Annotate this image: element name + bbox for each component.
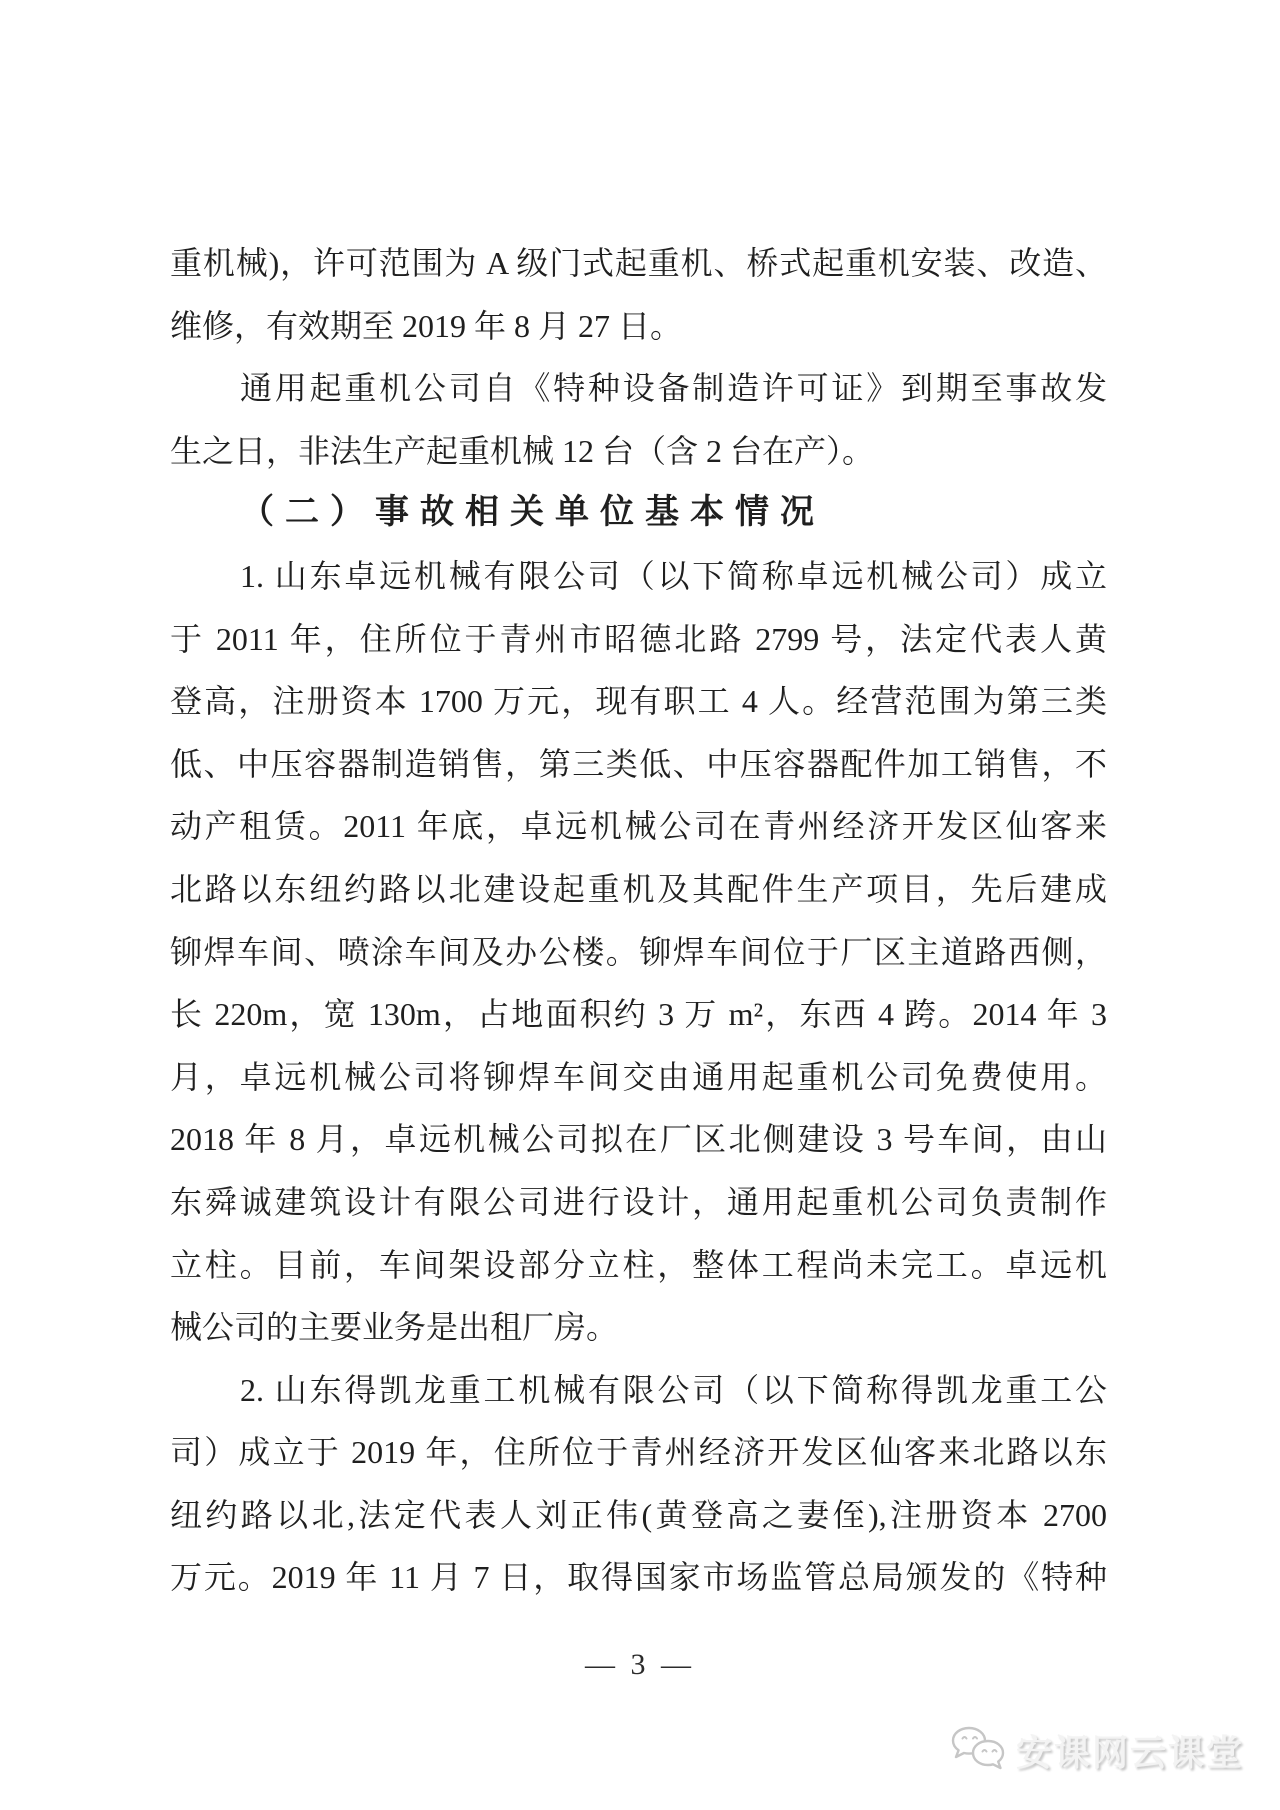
- watermark: [948, 1724, 1244, 1776]
- text-line: 2. 山东得凯龙重工机械有限公司（以下简称得凯龙重工公: [240, 1371, 1107, 1408]
- text-line: 维修，有效期至 2019 年 8 月 27 日。: [170, 307, 683, 344]
- text-line: 万元。2019 年 11 月 7 日，取得国家市场监管总局颁发的《特种: [170, 1559, 1107, 1596]
- text-line: 低、中压容器制造销售，第三类低、中压容器配件加工销售，不: [170, 745, 1107, 782]
- text-line: 长 220m，宽 130m，占地面积约 3 万 m²，东西 4 跨。2014 年 3: [170, 996, 1107, 1033]
- text-line: 立柱。目前，车间架设部分立柱，整体工程尚未完工。卓远机: [170, 1246, 1107, 1283]
- text-line: 2018 年 8 月，卓远机械公司拟在厂区北侧建设 3 号车间，由山: [170, 1121, 1107, 1158]
- document-body: [170, 232, 1107, 1609]
- text-line: 通用起重机公司自《特种设备制造许可证》到期至事故发: [240, 370, 1107, 407]
- text-line: 司）成立于 2019 年，住所位于青州经济开发区仙客来北路以东: [170, 1434, 1107, 1471]
- text-line: 动产租赁。2011 年底，卓远机械公司在青州经济开发区仙客来: [170, 808, 1107, 845]
- text-line: 月，卓远机械公司将铆焊车间交由通用起重机公司免费使用。: [170, 1058, 1107, 1095]
- text-line: 生之日，非法生产起重机械 12 台（含 2 台在产）。: [170, 432, 875, 469]
- watermark-brand-text: 安课网云课堂: [1015, 1731, 1244, 1773]
- text-line: 北路以东纽约路以北建设起重机及其配件生产项目，先后建成: [170, 870, 1107, 907]
- section-heading: （二）事故相关单位基本情况: [240, 494, 825, 532]
- text-line: 铆焊车间、喷涂车间及办公楼。铆焊车间位于厂区主道路西侧，: [170, 933, 1107, 970]
- text-line: 械公司的主要业务是出租厂房。: [170, 1309, 619, 1346]
- text-line: 1. 山东卓远机械有限公司（以下简称卓远机械公司）成立: [240, 557, 1107, 594]
- text-line: 重机械)，许可范围为 A 级门式起重机、桥式起重机安装、改造、: [170, 245, 1107, 281]
- page-number: — 3 —: [585, 1648, 695, 1681]
- text-line: 东舜诚建筑设计有限公司进行设计，通用起重机公司负责制作: [170, 1183, 1107, 1220]
- chat-bubbles-icon: [948, 1724, 1008, 1776]
- text-line: 于 2011 年，住所位于青州市昭德北路 2799 号，法定代表人黄: [170, 620, 1107, 657]
- text-line: 登高，注册资本 1700 万元，现有职工 4 人。经营范围为第三类: [170, 683, 1107, 720]
- text-line: 纽约路以北,法定代表人刘正伟(黄登高之妻侄),注册资本 2700: [170, 1496, 1107, 1533]
